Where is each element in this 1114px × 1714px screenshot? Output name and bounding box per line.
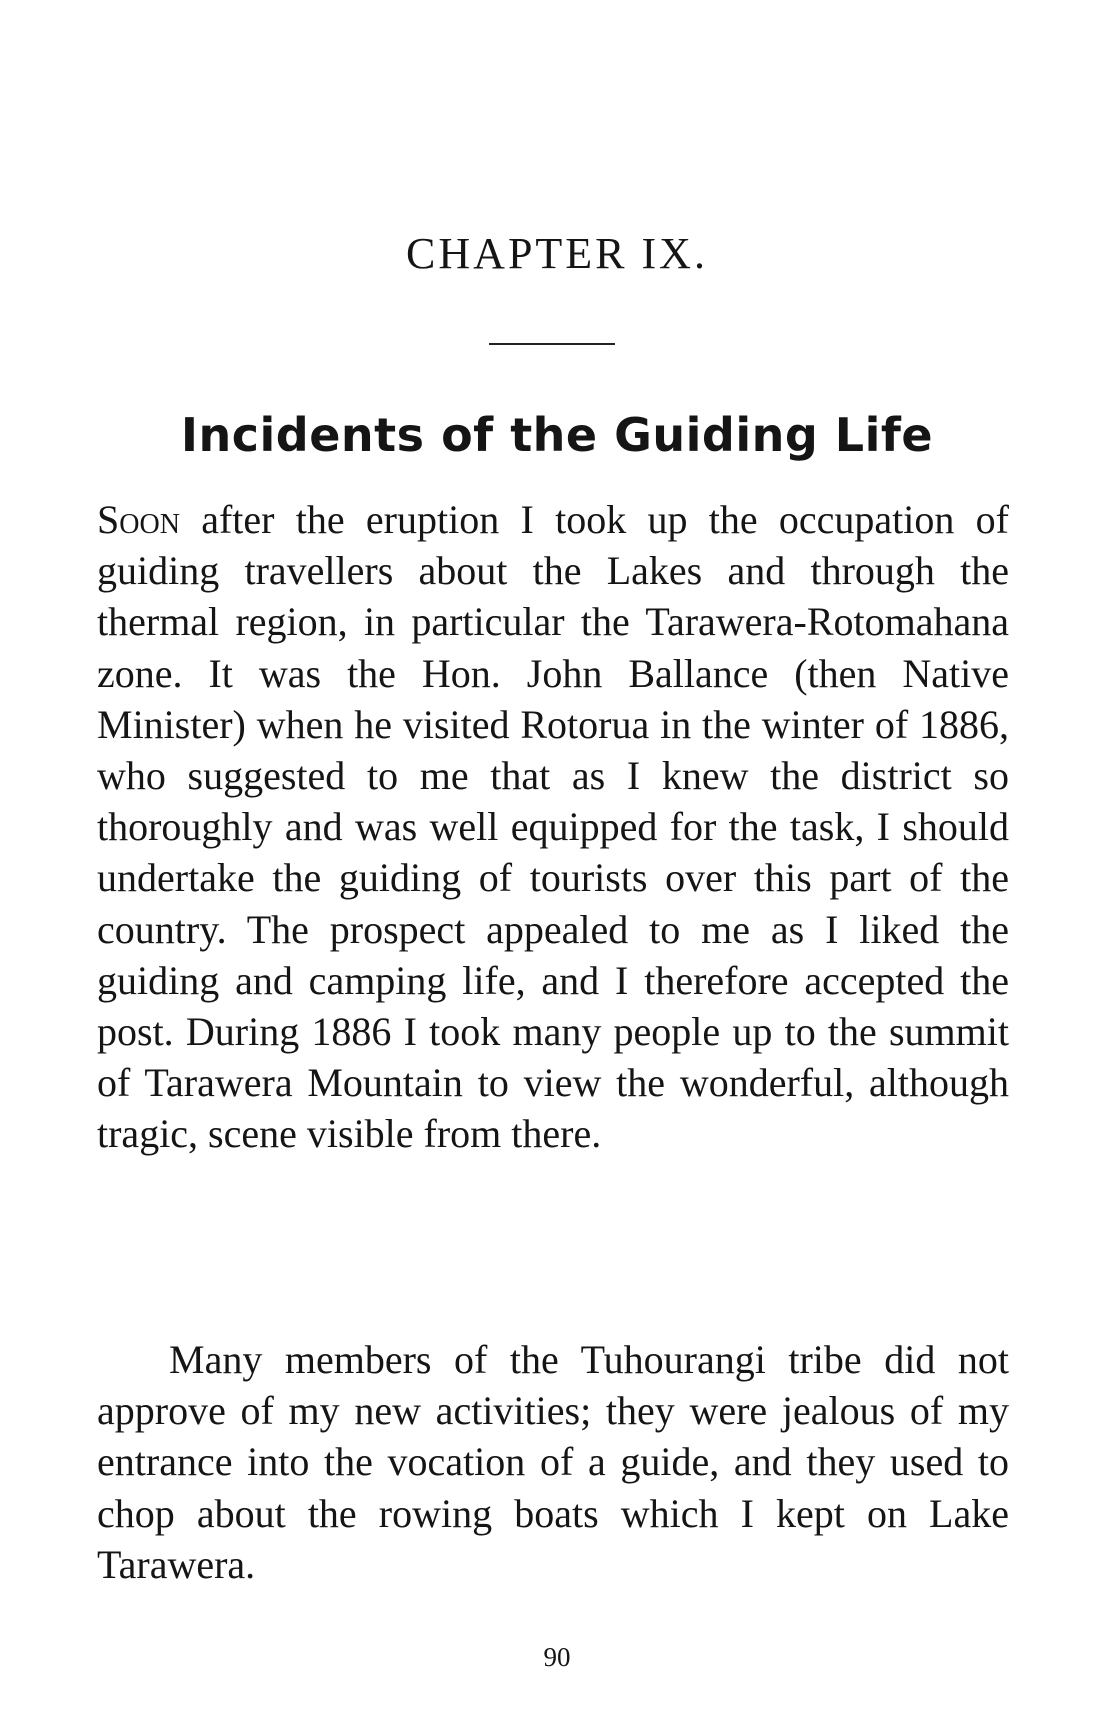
paragraph <box>97 1334 1009 1590</box>
paragraph-text: Many members of the Tuhourangi tribe did not approve of my new activities; they were jealous of my entrance into the vocation of a guide, and they used to chop about the rowing boats which I kept on Lake Tarawera. <box>97 1337 1009 1587</box>
chapter-heading: CHAPTER IX. <box>406 229 708 278</box>
chapter-title: Incidents of the Guiding Life <box>180 408 934 462</box>
paragraph-lead-word: Soon <box>97 497 180 542</box>
page-number: 90 <box>543 1642 571 1672</box>
paragraph <box>97 494 1009 1160</box>
heading-divider <box>489 343 615 345</box>
paragraph-text: after the eruption I took up the occupation of guiding travellers about the Lakes and through the thermal region, in particular the Tarawera-Rotomahana zone. It was the Hon. John Ballance (then Native Minister) when he visited Rotorua in the winter of 1886, who suggested to me that as I knew the district so thoroughly and was well equipped for the task, I should undertake the guiding of tourists over this part of the country. The prospect appealed to me as I liked the guiding and camping life, and I therefore accepted the post. During 1886 I took many people up to the summit of Tarawera Mountain to view the wonderful, although tragic, scene visible from there. <box>97 497 1009 1157</box>
